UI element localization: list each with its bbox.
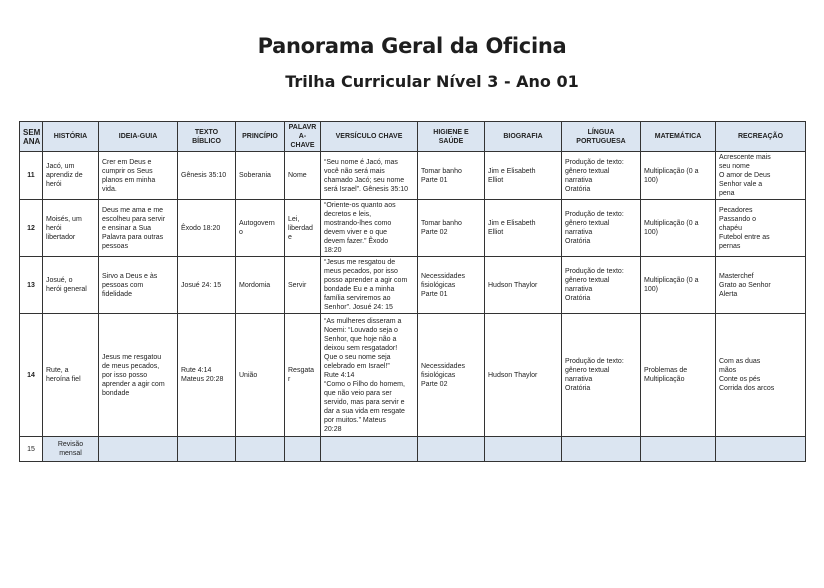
cell-palavra-chave: Nome (285, 152, 321, 200)
cell-ideia-guia: Deus me ama e me escolheu para servir e ensinar a Sua Palavra para outras pessoas (99, 200, 178, 257)
cell-versiculo-chave: “Jesus me resgatou de meus pecados, por isso posso aprender a agir com bondade Eu e a minha família serviremos ao Senhor”. Josué 24: 15 (321, 257, 418, 314)
table-row (20, 152, 806, 200)
cell-recreacao: Masterchef Grato ao Senhor Alerta (716, 257, 806, 314)
cell-texto-biblico: Gênesis 35:10 (178, 152, 236, 200)
cell-historia: Rute, a heroína fiel (43, 314, 99, 437)
table-row-review (20, 437, 806, 462)
cell-matematica: Multiplicação (0 a 100) (641, 200, 716, 257)
cell-biografia: Jim e Elisabeth Elliot (485, 200, 562, 257)
cell-semana: 12 (20, 200, 43, 257)
cell-empty (641, 437, 716, 462)
header-recreacao: RECREAÇÃO (716, 122, 806, 152)
header-versiculo-chave: VERSÍCULO CHAVE (321, 122, 418, 152)
cell-historia: Josué, o herói general (43, 257, 99, 314)
cell-matematica: Multiplicação (0 a 100) (641, 152, 716, 200)
cell-empty (236, 437, 285, 462)
cell-lingua-portuguesa: Produção de texto: gênero textual narrativa Oratória (562, 200, 641, 257)
cell-higiene-saude: Necessidades fisiológicas Parte 01 (418, 257, 485, 314)
cell-lingua-portuguesa: Produção de texto: gênero textual narrativa Oratória (562, 152, 641, 200)
cell-historia: Moisés, um herói libertador (43, 200, 99, 257)
cell-texto-biblico: Êxodo 18:20 (178, 200, 236, 257)
cell-recreacao: Acrescente mais seu nome O amor de Deus Senhor vale a pena (716, 152, 806, 200)
cell-ideia-guia: Jesus me resgatou de meus pecados, por isso posso aprender a agir com bondade (99, 314, 178, 437)
cell-palavra-chave: Resgata r (285, 314, 321, 437)
curriculum-table (19, 121, 806, 462)
cell-semana: 14 (20, 314, 43, 437)
cell-semana: 11 (20, 152, 43, 200)
cell-empty (99, 437, 178, 462)
cell-semana: 15 (20, 437, 43, 462)
cell-matematica: Multiplicação (0 a 100) (641, 257, 716, 314)
cell-texto-biblico: Josué 24: 15 (178, 257, 236, 314)
cell-historia: Revisão mensal (43, 437, 99, 462)
cell-ideia-guia: Crer em Deus e cumprir os Seus planos em minha vida. (99, 152, 178, 200)
cell-biografia: Hudson Thaylor (485, 257, 562, 314)
cell-biografia: Jim e Elisabeth Elliot (485, 152, 562, 200)
cell-principio: Mordomia (236, 257, 285, 314)
header-higiene-saude: HIGIENE E SAÚDE (418, 122, 485, 152)
header-row (20, 122, 806, 152)
cell-palavra-chave: Lei, liberdad e (285, 200, 321, 257)
table-row (20, 257, 806, 314)
cell-texto-biblico: Rute 4:14 Mateus 20:28 (178, 314, 236, 437)
cell-recreacao: Com as duas mãos Conte os pés Corrida dos arcos (716, 314, 806, 437)
table-row (20, 314, 806, 437)
header-principio: PRINCÍPIO (236, 122, 285, 152)
header-matematica: MATEMÁTICA (641, 122, 716, 152)
cell-empty (485, 437, 562, 462)
page-title: Panorama Geral da Oficina (257, 34, 567, 58)
cell-empty (716, 437, 806, 462)
cell-empty (321, 437, 418, 462)
header-biografia: BIOGRAFIA (485, 122, 562, 152)
cell-semana: 13 (20, 257, 43, 314)
cell-matematica: Problemas de Multiplicação (641, 314, 716, 437)
cell-versiculo-chave: “As mulheres disseram a Noemi: “Louvado seja o Senhor, que hoje não a deixou sem resgatador! Que o seu nome seja celebrado em Israel!” Rute 4:14 “Como o Filho do homem, que não veio para ser servido, mas para servir e dar a sua vida em resgate por muitos.” Mateus 20:28 (321, 314, 418, 437)
cell-higiene-saude: Tomar banho Parte 01 (418, 152, 485, 200)
header-lingua-portuguesa: LÍNGUA PORTUGUESA (562, 122, 641, 152)
header-historia: HISTÓRIA (43, 122, 99, 152)
cell-empty (285, 437, 321, 462)
cell-biografia: Hudson Thaylor (485, 314, 562, 437)
cell-historia: Jacó, um aprendiz de herói (43, 152, 99, 200)
cell-recreacao: Pecadores Passando o chapéu Futebol entre as pernas (716, 200, 806, 257)
cell-principio: União (236, 314, 285, 437)
cell-ideia-guia: Sirvo a Deus e às pessoas com fidelidade (99, 257, 178, 314)
cell-higiene-saude: Tomar banho Parte 02 (418, 200, 485, 257)
cell-lingua-portuguesa: Produção de texto: gênero textual narrativa Oratória (562, 257, 641, 314)
cell-principio: Autogovern o (236, 200, 285, 257)
cell-palavra-chave: Servir (285, 257, 321, 314)
cell-lingua-portuguesa: Produção de texto: gênero textual narrativa Oratória (562, 314, 641, 437)
cell-empty (562, 437, 641, 462)
cell-principio: Soberania (236, 152, 285, 200)
cell-versiculo-chave: “Oriente-os quanto aos decretos e leis, mostrando-lhes como devem viver e o que devem fazer.” Êxodo 18:20 (321, 200, 418, 257)
header-texto-biblico: TEXTO BÍBLICO (178, 122, 236, 152)
table-row (20, 200, 806, 257)
header-semana: SEM ANA (20, 122, 43, 152)
page-subtitle: Trilha Curricular Nível 3 - Ano 01 (285, 72, 579, 91)
cell-versiculo-chave: “Seu nome é Jacó, mas você não será mais chamado Jacó; seu nome será Israel”. Gênesis 35:10 (321, 152, 418, 200)
header-ideia-guia: IDEIA-GUIA (99, 122, 178, 152)
cell-empty (418, 437, 485, 462)
cell-empty (178, 437, 236, 462)
cell-higiene-saude: Necessidades fisiológicas Parte 02 (418, 314, 485, 437)
header-palavra-chave: PALAVR A- CHAVE (285, 122, 321, 152)
